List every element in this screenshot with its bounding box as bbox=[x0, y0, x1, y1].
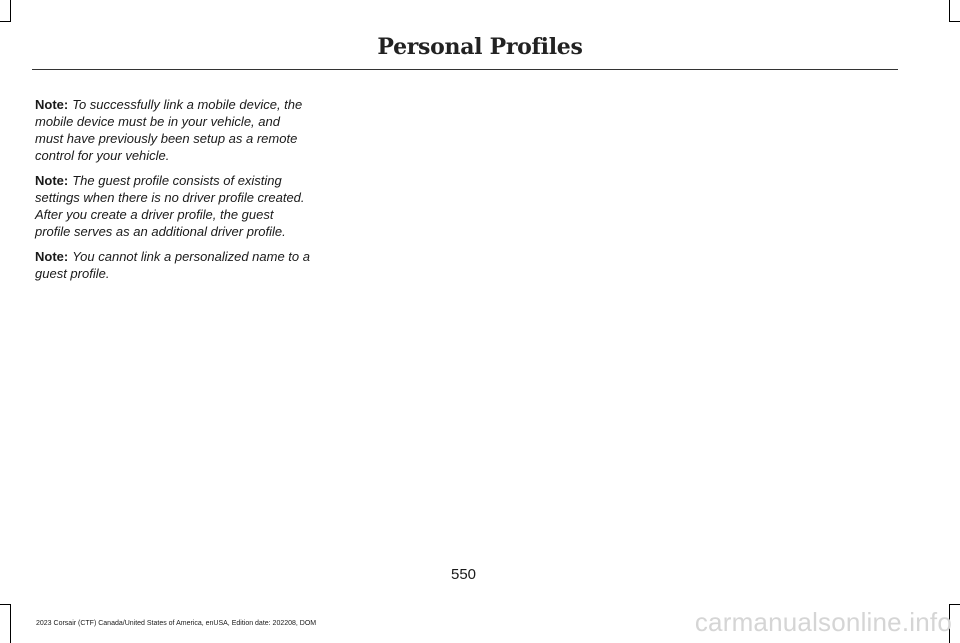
note-text: The guest profile consists of existing settings when there is no driver profile created. After you create a driver profile, the guest profile serves as an additional driver profile. bbox=[35, 173, 305, 239]
note-text: You cannot link a personalized name to a guest profile. bbox=[35, 249, 310, 281]
page-title: Personal Profiles bbox=[377, 34, 583, 60]
crop-mark-top-right-vertical bbox=[949, 0, 950, 22]
crop-mark-top-left-horizontal bbox=[0, 21, 11, 22]
note-label: Note: bbox=[35, 97, 69, 112]
crop-mark-bottom-left-horizontal bbox=[0, 604, 11, 605]
note-text: To successfully link a mobile device, the mobile device must be in your vehicle, and must have previously been setup as a remote control for your vehicle. bbox=[35, 97, 303, 163]
page-number: 550 bbox=[450, 566, 477, 583]
crop-mark-bottom-left-vertical bbox=[10, 604, 11, 643]
note-personalized-name bbox=[35, 248, 310, 282]
edition-footer: 2023 Corsair (CTF) Canada/United States of America, enUSA, Edition date: 202208, DOM bbox=[36, 620, 317, 627]
title-divider bbox=[32, 69, 898, 70]
notes-column bbox=[35, 96, 310, 290]
crop-mark-top-left-vertical bbox=[10, 0, 11, 22]
note-label: Note: bbox=[35, 249, 69, 264]
crop-mark-top-right-horizontal bbox=[949, 21, 960, 22]
note-label: Note: bbox=[35, 173, 69, 188]
note-mobile-device bbox=[35, 96, 310, 164]
watermark: carmanualsonline.info bbox=[694, 607, 952, 637]
note-guest-profile bbox=[35, 172, 310, 240]
crop-mark-bottom-right-horizontal bbox=[949, 604, 960, 605]
